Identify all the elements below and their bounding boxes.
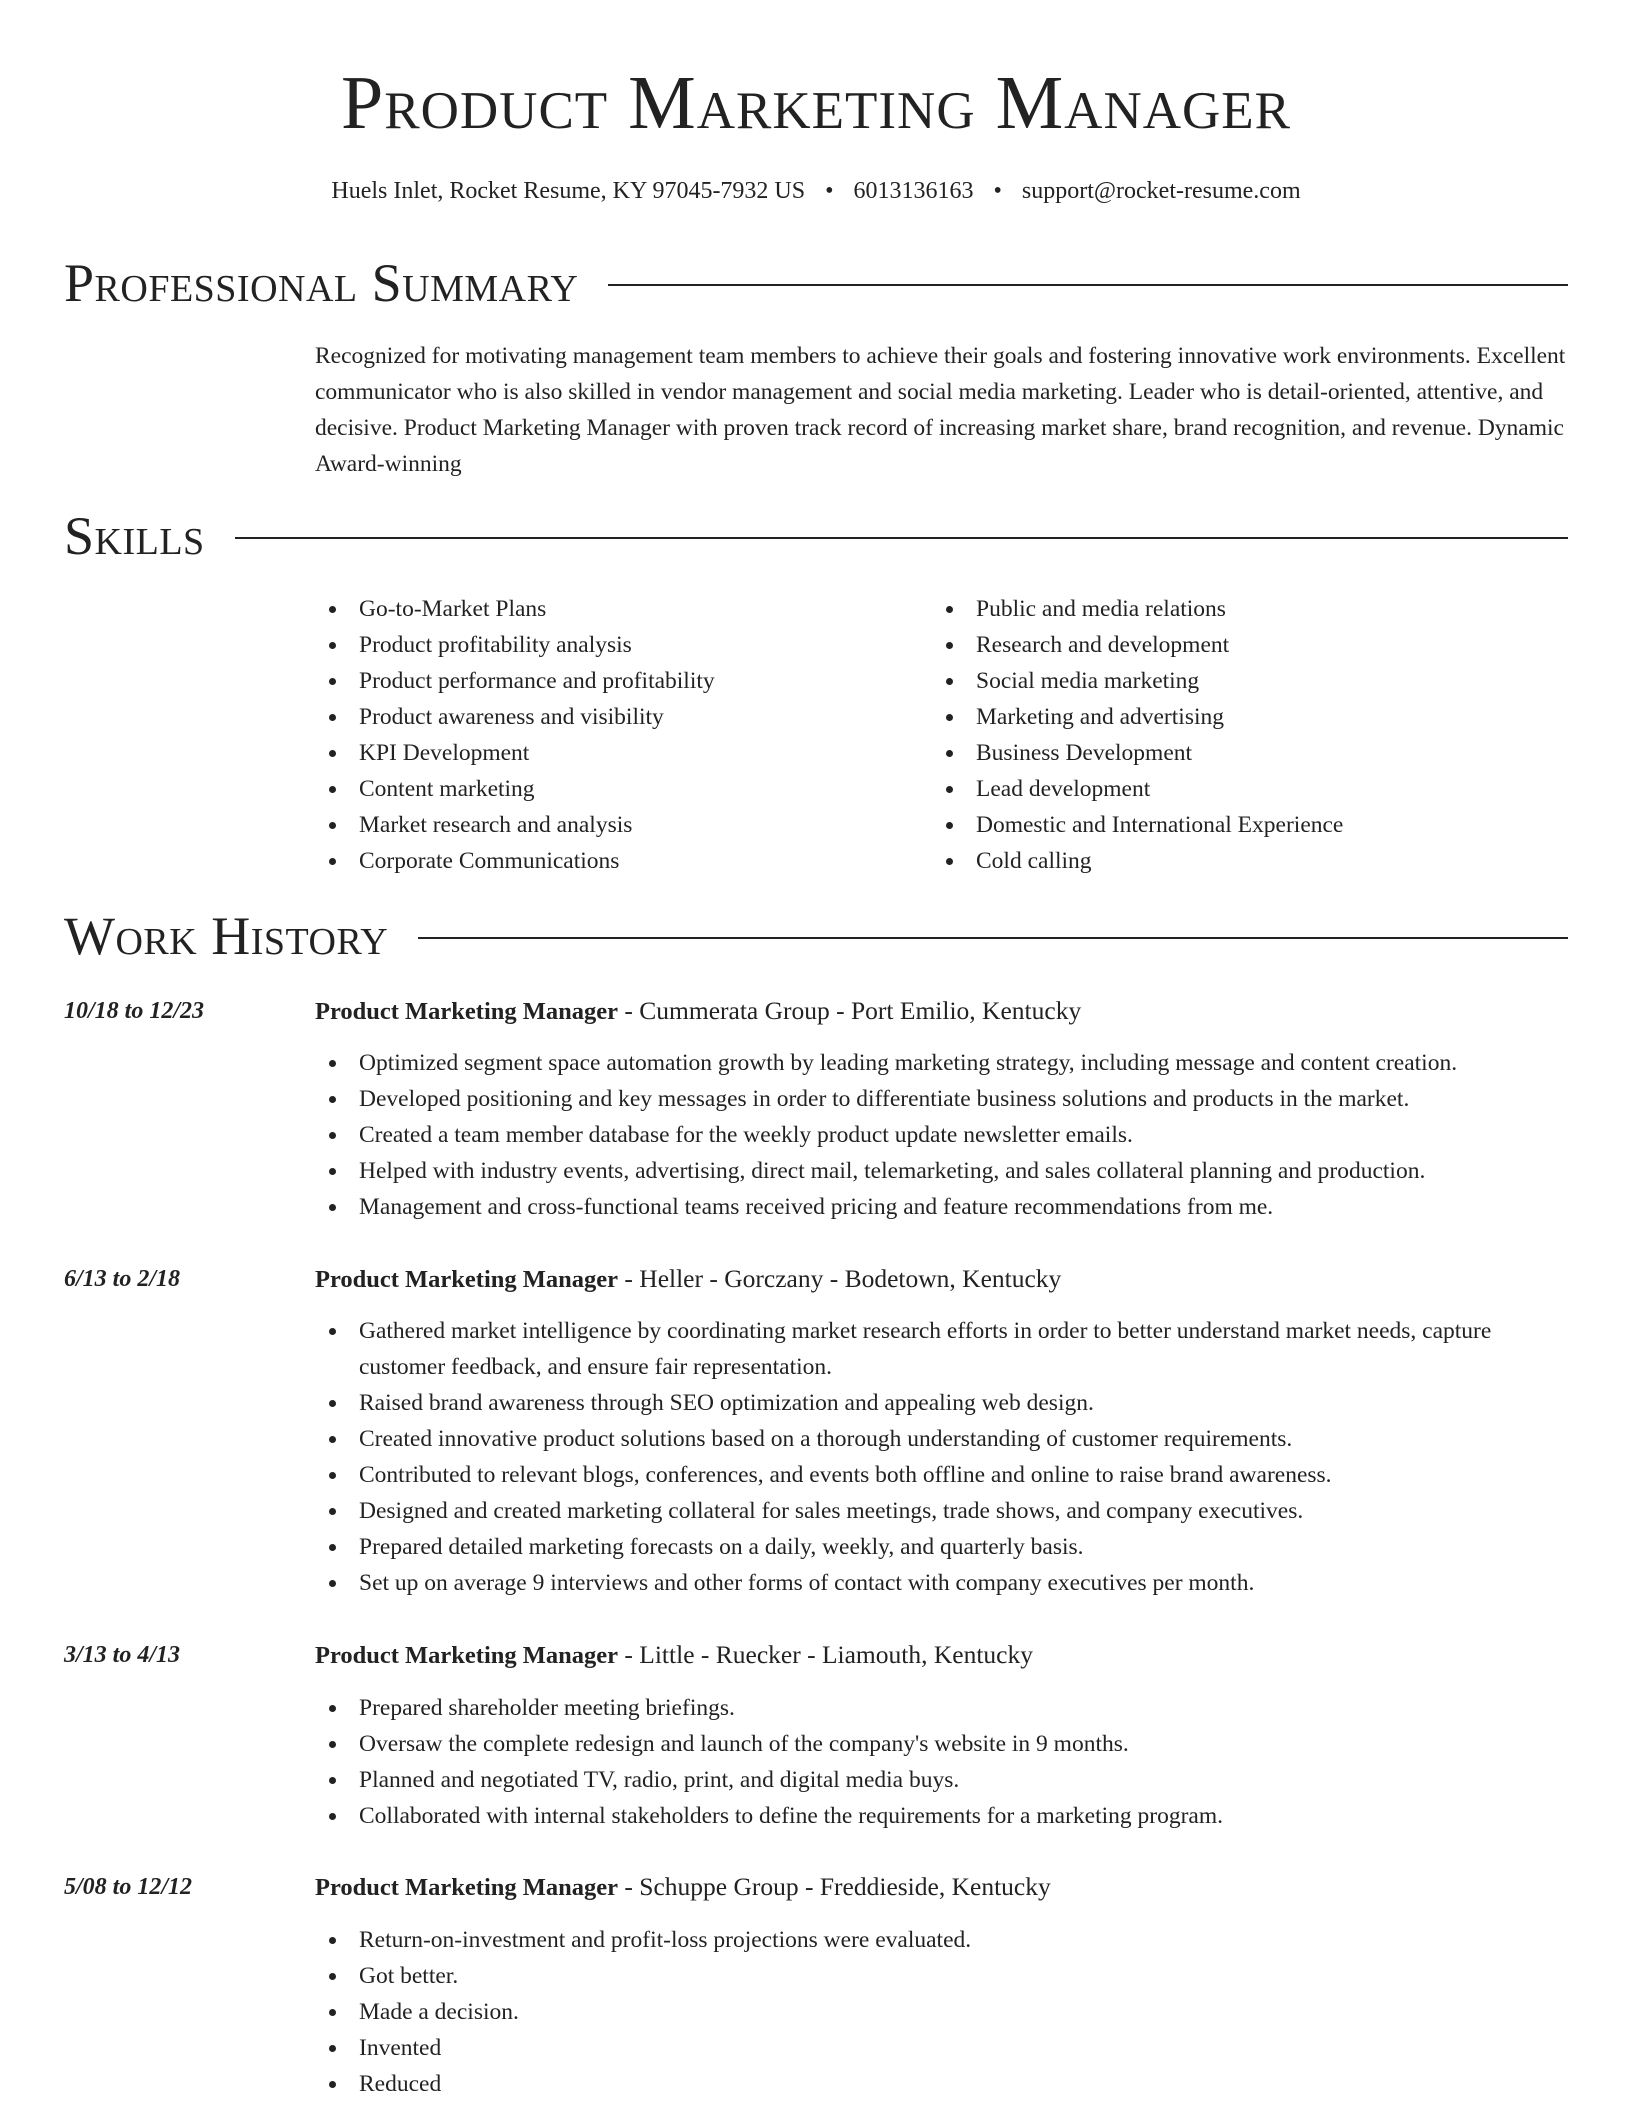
job-bullet: Invented <box>315 2030 1568 2066</box>
job-dates: 6/13 to 2/18 <box>64 1266 181 1292</box>
job-role: Product Marketing Manager <box>315 998 619 1025</box>
skill-item: Product profitability analysis <box>315 627 932 663</box>
job-bullet: Made a decision. <box>315 1994 1568 2030</box>
contact-line <box>0 176 1632 206</box>
section-divider <box>235 537 1568 539</box>
skills-list <box>315 591 1568 879</box>
skill-item: Domestic and International Experience <box>932 807 1549 843</box>
job-bullet: Set up on average 9 interviews and other forms of contact with company executives per month. <box>315 1565 1568 1601</box>
job-role: Product Marketing Manager <box>315 1642 619 1669</box>
job-bullet: Developed positioning and key messages in order to differentiate business solutions and products in the market. <box>315 1081 1568 1117</box>
skill-item: Go-to-Market Plans <box>315 591 932 627</box>
section-divider <box>418 937 1568 939</box>
job-bullet: Prepared detailed marketing forecasts on a daily, weekly, and quarterly basis. <box>315 1529 1568 1565</box>
job-dates: 10/18 to 12/23 <box>64 998 205 1024</box>
skill-item: Public and media relations <box>932 591 1549 627</box>
summary-text: Recognized for motivating management team members to achieve their goals and fostering innovative work environments. Excellent communicator who is also skilled in vendor management and social media marketing. Leader who is detail-oriented, attentive, and decisive. Product Marketing Manager with proven track record of increasing market share, brand recognition, and revenue. Dynamic Award-winning <box>315 343 1566 477</box>
job-details: - Cummerata Group - Port Emilio, Kentucky <box>618 996 1082 1025</box>
resume-title: Product Marketing Manager <box>341 61 1291 145</box>
job-details: - Heller - Gorczany - Bodetown, Kentucky <box>618 1264 1062 1293</box>
job-bullet: Created a team member database for the weekly product update newsletter emails. <box>315 1117 1568 1153</box>
job-header <box>315 993 1081 1030</box>
job-bullet: Got better. <box>315 1958 1568 1994</box>
job-bullet: Raised brand awareness through SEO optimization and appealing web design. <box>315 1385 1568 1421</box>
skill-item: Cold calling <box>932 843 1549 879</box>
job-bullets <box>315 1313 1568 1601</box>
job-bullet: Collaborated with internal stakeholders to define the requirements for a marketing program. <box>315 1798 1568 1834</box>
job-role: Product Marketing Manager <box>315 1266 619 1293</box>
work-section-header <box>64 904 1568 968</box>
skills-section-header <box>64 504 1568 568</box>
job-dates: 3/13 to 4/13 <box>64 1642 181 1668</box>
skill-item: Social media marketing <box>932 663 1549 699</box>
skill-item: Business Development <box>932 735 1549 771</box>
job-bullet: Management and cross-functional teams received pricing and feature recommendations from me. <box>315 1189 1568 1225</box>
job-bullet: Oversaw the complete redesign and launch of the company's website in 9 months. <box>315 1726 1568 1762</box>
skill-item: Marketing and advertising <box>932 699 1549 735</box>
skill-item: Market research and analysis <box>315 807 932 843</box>
job-role: Product Marketing Manager <box>315 1874 619 1901</box>
job-bullet: Reduced <box>315 2066 1568 2102</box>
skill-item: KPI Development <box>315 735 932 771</box>
job-bullets <box>315 1045 1568 1225</box>
skills-column-right <box>932 591 1549 879</box>
job-details: - Little - Ruecker - Liamouth, Kentucky <box>618 1640 1033 1669</box>
job-bullet: Planned and negotiated TV, radio, print, and digital media buys. <box>315 1762 1568 1798</box>
job-dates: 5/08 to 12/12 <box>64 1874 193 1900</box>
job-bullet: Prepared shareholder meeting briefings. <box>315 1690 1568 1726</box>
job-bullet: Gathered market intelligence by coordinating market research efforts in order to better understand market needs, capture customer feedback, and ensure fair representation. <box>315 1313 1568 1385</box>
section-divider <box>608 284 1568 286</box>
skill-item: Corporate Communications <box>315 843 932 879</box>
summary-heading: Professional Summary <box>64 253 579 313</box>
contact-separator: • <box>993 178 1002 204</box>
contact-email[interactable]: support@rocket-resume.com <box>1021 178 1301 204</box>
job-header <box>315 1869 1051 1906</box>
job-details: - Schuppe Group - Freddieside, Kentucky <box>618 1872 1051 1901</box>
skill-item: Product performance and profitability <box>315 663 932 699</box>
contact-separator: • <box>825 178 834 204</box>
contact-phone: 6013136163 <box>853 178 974 204</box>
summary-section-header <box>64 251 1568 315</box>
job-bullets <box>315 1690 1568 1834</box>
job-bullet: Optimized segment space automation growth by leading marketing strategy, including message and content creation. <box>315 1045 1568 1081</box>
job-header <box>315 1637 1033 1674</box>
job-bullet: Contributed to relevant blogs, conferences, and events both offline and online to raise brand awareness. <box>315 1457 1568 1493</box>
contact-address: Huels Inlet, Rocket Resume, KY 97045-7932 US <box>331 178 806 204</box>
job-bullet: Created innovative product solutions based on a thorough understanding of customer requirements. <box>315 1421 1568 1457</box>
job-header <box>315 1261 1061 1298</box>
skills-column-left <box>315 591 932 879</box>
skill-item: Content marketing <box>315 771 932 807</box>
job-bullet: Helped with industry events, advertising, direct mail, telemarketing, and sales collateral planning and production. <box>315 1153 1568 1189</box>
job-bullet: Designed and created marketing collateral for sales meetings, trade shows, and company executives. <box>315 1493 1568 1529</box>
skills-heading: Skills <box>64 506 205 566</box>
skill-item: Lead development <box>932 771 1549 807</box>
skill-item: Research and development <box>932 627 1549 663</box>
skill-item: Product awareness and visibility <box>315 699 932 735</box>
work-heading: Work History <box>64 906 389 966</box>
job-bullet: Return-on-investment and profit-loss projections were evaluated. <box>315 1922 1568 1958</box>
job-bullets <box>315 1922 1568 2102</box>
